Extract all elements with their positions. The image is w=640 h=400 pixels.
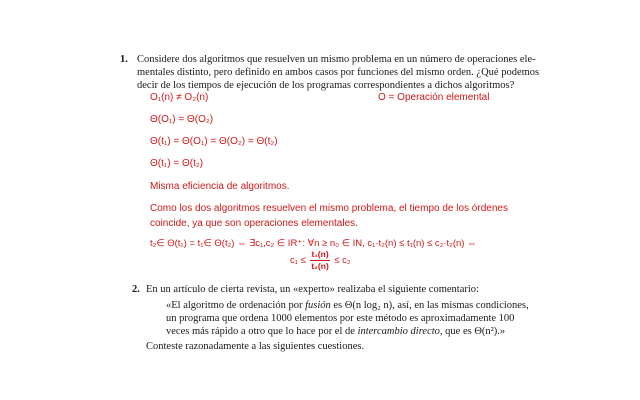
question-1-number: 1. [120, 54, 128, 65]
question-1-line-2: mentales distinto, pero definido en ambos casos por funciones del mismo orden. ¿Qué podemos [137, 67, 540, 78]
quote-1c: es Θ(n log₂ n), así, en las mismas condiciones, [330, 300, 529, 311]
question-1-line-3: decir de los tiempos de ejecución de los programas correspondientes a dichos algoritmos? [137, 80, 515, 91]
quote-3a: veces más rápido a otro que lo hace por el de [166, 326, 358, 337]
answer-eq-2: Θ(O₁) = Θ(O₂) [150, 114, 214, 125]
question-2-quote-3 [166, 325, 505, 338]
fraction-denominator: t₂(n) [311, 261, 329, 271]
answer-conclusion-2a: Como los dos algoritmos resuelven el mismo problema, el tiempo de los órdenes [150, 203, 508, 214]
quote-3c: , que es Θ(n²).» [439, 326, 506, 337]
answer-eq-3: Θ(t₁) = Θ(O₁) = Θ(O₂) = Θ(t₂) [150, 136, 278, 147]
fraction [310, 249, 329, 272]
formal-2-right: ≤ c₂ [334, 255, 351, 267]
question-2-quote-1 [166, 299, 529, 312]
question-2-closing: Conteste razonadamente a las siguientes cuestiones. [146, 341, 365, 352]
answer-eq-4: Θ(t₁) = Θ(t₂) [150, 158, 204, 169]
answer-formal-2 [290, 249, 351, 272]
quote-1a: «El algoritmo de ordenación por [166, 300, 306, 311]
fraction-numerator: t₁(n) [311, 249, 329, 259]
answer-eq-1: O₁(n) ≠ O₂(n) [150, 92, 209, 103]
answer-conclusion-2b: coincide, ya que son operaciones elementales. [150, 218, 358, 229]
question-2-quote-2: un programa que ordena 1000 elementos por este método es aproximadamente 100 [166, 313, 515, 324]
answer-conclusion-1: Misma eficiencia de algoritmos. [150, 181, 290, 192]
question-2-number: 2. [132, 284, 140, 295]
question-2-line-1: En un artículo de cierta revista, un «experto» realizaba el siguiente comentario: [146, 284, 479, 295]
answer-formal-1: t₂∈ Θ(t₁) = t₁∈ Θ(t₂) ⇔ ∃c₁,c₂ ∈ IR⁺: ∀n ≥ n₀ ∈ IN, c₁·t₂(n) ≤ t₁(n) ≤ c₂·t₂(n) ⇔ [150, 238, 477, 249]
quote-3-intercambio: intercambio directo [357, 326, 440, 337]
quote-1-fusion: fusión [305, 300, 331, 311]
question-1-line-1: Considere dos algoritmos que resuelven un mismo problema en un número de operaciones ele- [137, 54, 536, 65]
answer-note: O = Operación elemental [378, 92, 490, 103]
formal-2-left: c₁ ≤ [290, 255, 306, 267]
